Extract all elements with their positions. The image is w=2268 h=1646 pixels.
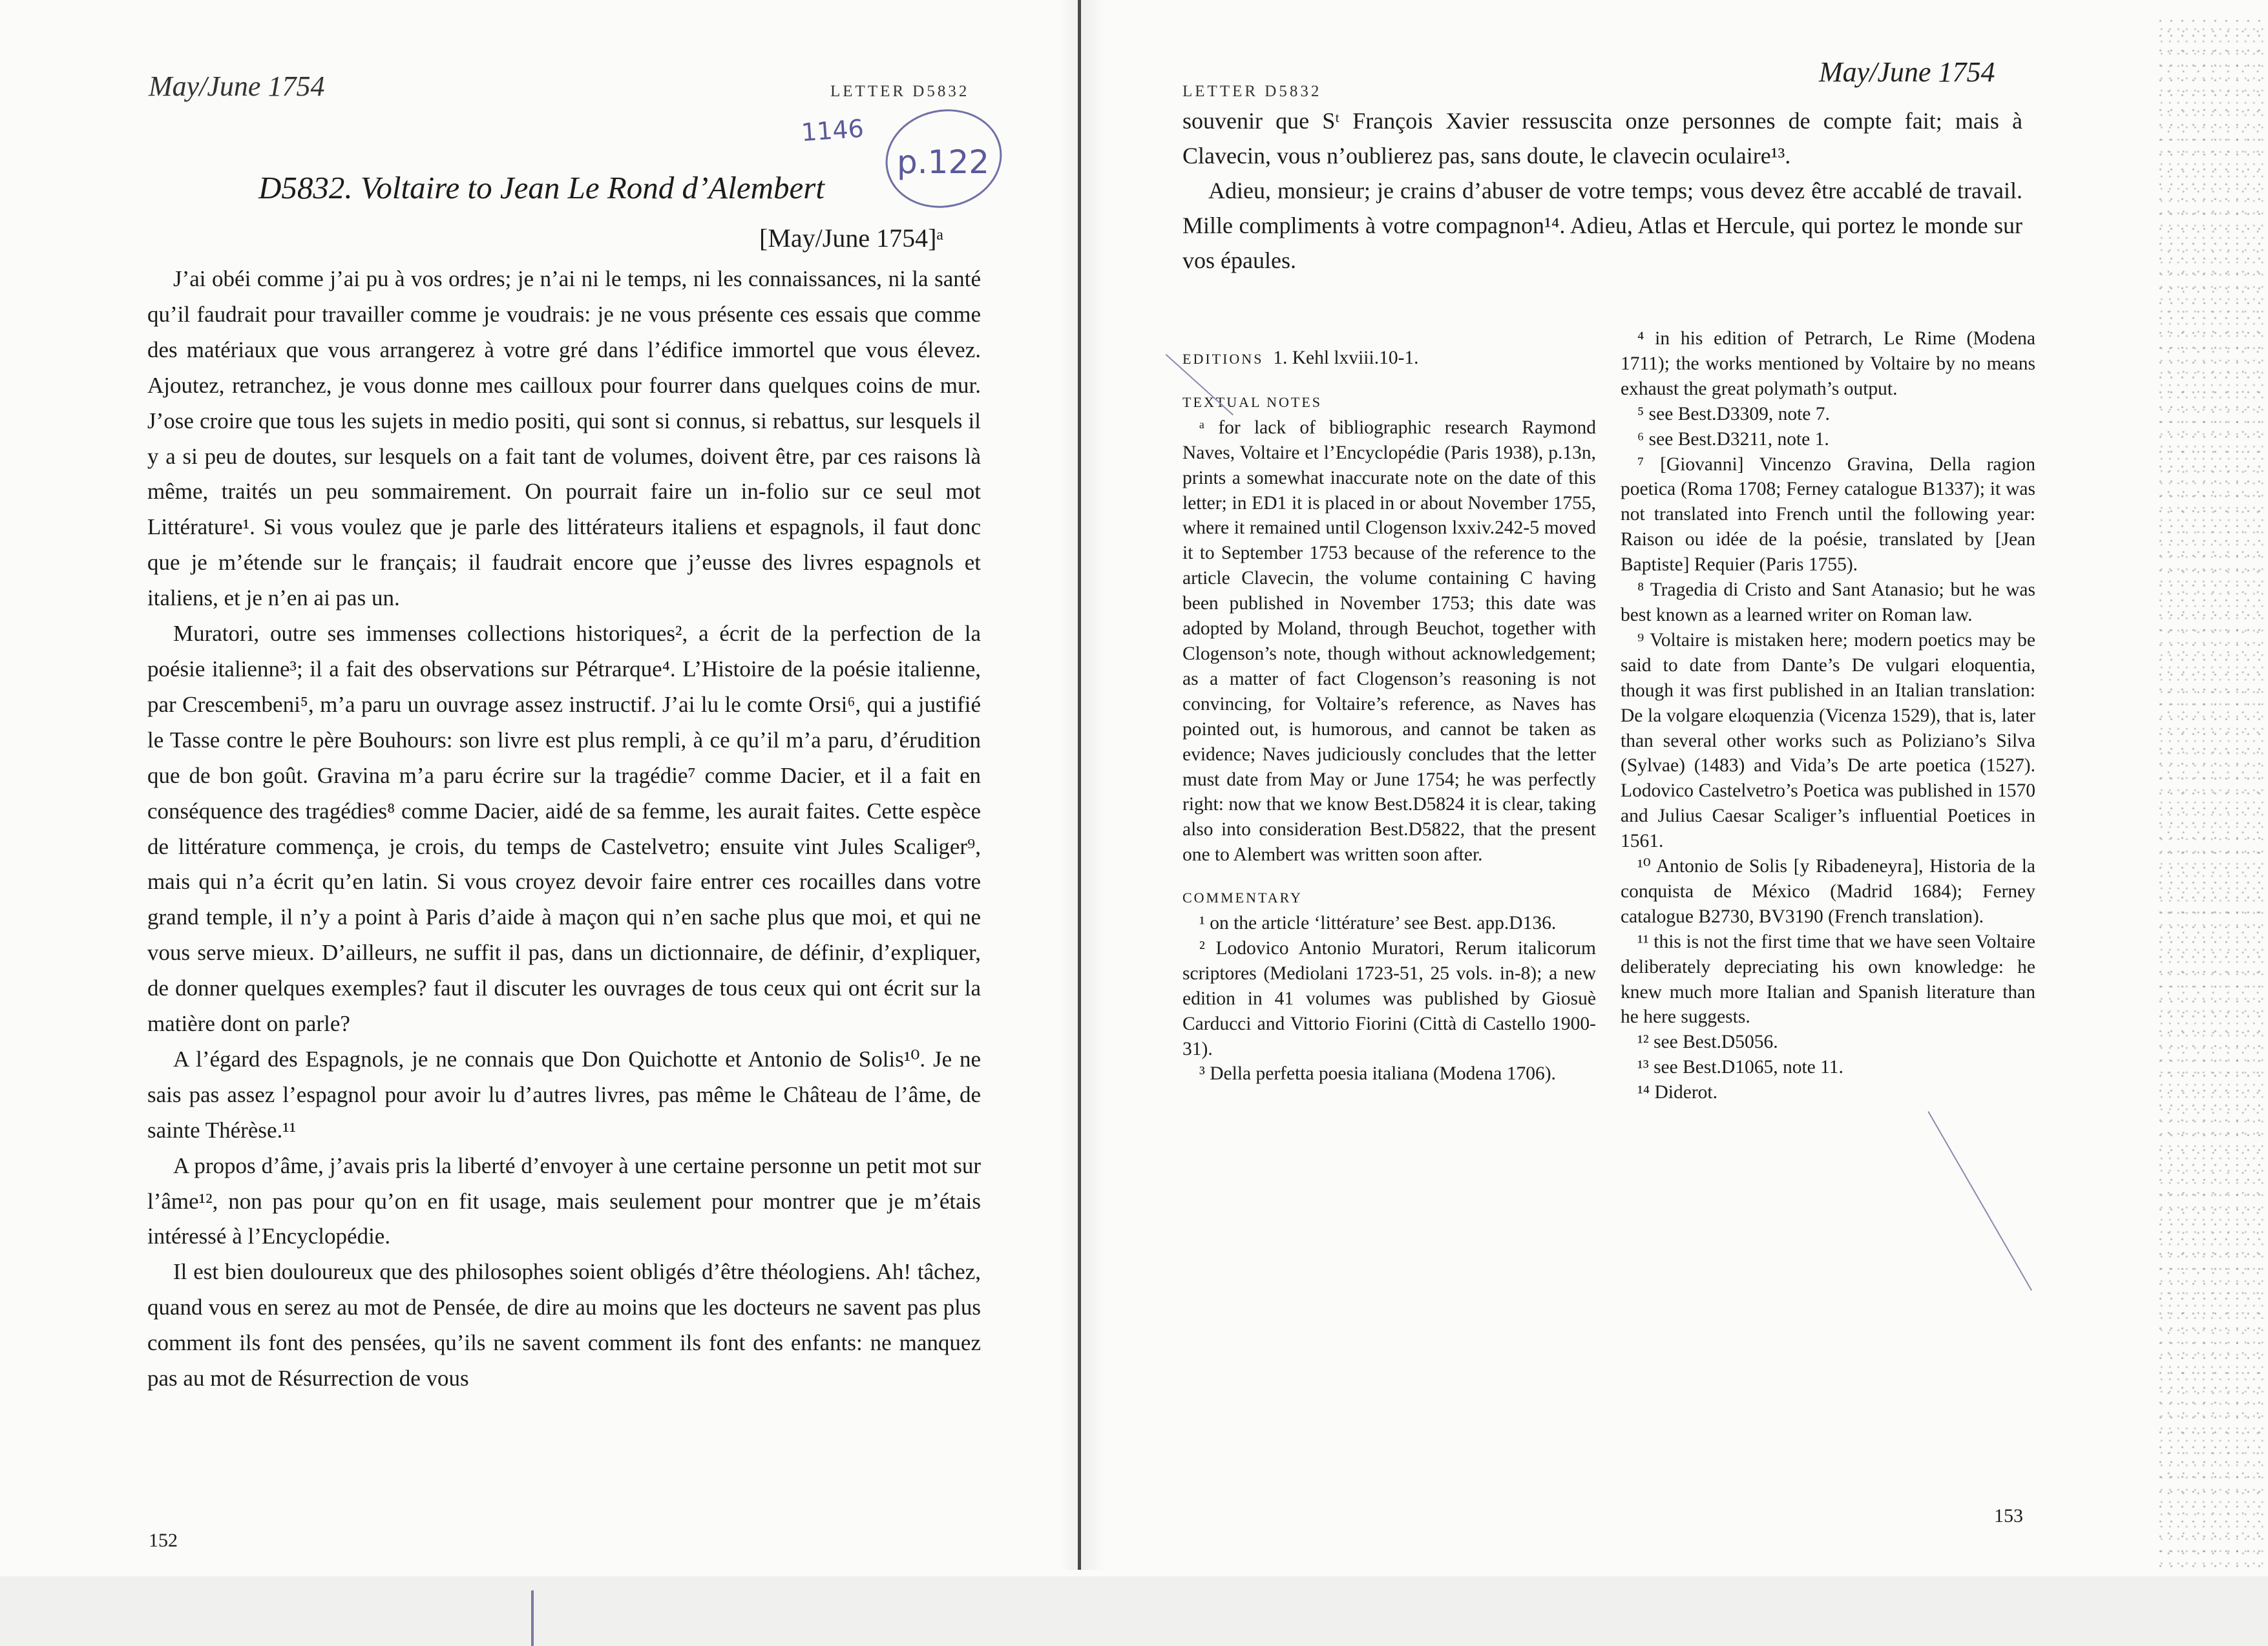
letter-date: [May/June 1754]ᵃ bbox=[759, 224, 944, 253]
commentary-note: ¹¹ this is not the first time that we have seen Voltaire deliberately depreciating his own knowledge: he knew much more Italian and Spanish literature than he here suggests. bbox=[1621, 931, 2035, 1028]
running-head-date: May/June 1754 bbox=[149, 70, 325, 102]
scanner-bed bbox=[0, 1576, 2268, 1646]
letter-title: D5832. Voltaire to Jean Le Rond d’Alembert bbox=[258, 170, 824, 205]
running-head-letter-number: LETTER D5832 bbox=[1182, 83, 1322, 100]
letter-paragraph: Il est bien douloureux que des philosophes soient obligés d’être théologiens. Ah! tâchez, quand vous en serez au mot de Pensée, de dire au moins que les docteurs ne savent pas plus comment ils font des pensées, qu’ils ne savent comment ils font des enfants: ne manquez pas au mot de Résurrection de vous bbox=[147, 1259, 981, 1391]
commentary-note: ⁴ in his edition of Petrarch, Le Rime (Modena 1711); the works mentioned by Voltaire by no means exhaust the great polymath’s output. bbox=[1621, 328, 2035, 399]
commentary-note: ¹ on the article ‘littérature’ see Best. app.D136. bbox=[1199, 913, 1557, 934]
book-spine bbox=[1078, 0, 1081, 1570]
commentary-note: ¹⁴ Diderot. bbox=[1637, 1082, 1717, 1103]
handwritten-page-ref: p.122 bbox=[897, 143, 990, 181]
commentary-note: ⁶ see Best.D3211, note 1. bbox=[1637, 428, 1829, 450]
letter-paragraph: Adieu, monsieur; je crains d’abuser de votre temps; vous devez être accablé de travail. Mille compliments à votre compagnon¹⁴. Adieu, Atlas et Hercule, qui portez le monde sur vos épaules. bbox=[1182, 178, 2022, 273]
editions-text: 1. Kehl lxviii.10-1. bbox=[1273, 348, 1419, 368]
notes-column-right bbox=[1621, 326, 2035, 1105]
commentary-note: ¹³ see Best.D1065, note 11. bbox=[1637, 1057, 1843, 1078]
commentary-note: ⁸ Tragedia di Cristo and Sant Atanasio; but he was best known as a learned writer on Roman law. bbox=[1621, 579, 2035, 625]
commentary-note: ¹² see Best.D5056. bbox=[1637, 1032, 1778, 1053]
letter-body bbox=[147, 262, 981, 1397]
letter-paragraph: A l’égard des Espagnols, je ne connais que Don Quichotte et Antonio de Solis¹⁰. Je ne sais pas assez l’espagnol pour avoir lu d’autres livres, pas même le Château de l’âme, de sainte Thérèse.¹¹ bbox=[147, 1046, 981, 1143]
scan-edge-noise bbox=[2158, 19, 2268, 1570]
commentary-note: ⁹ Voltaire is mistaken here; modern poetics may be said to date from Dante’s De vulgari eloquentia, though it was first published in an Italian translation: De la volgare elωquenzia (Vicenza 1529), that is, later than several other works such as Poliziano’s Silva (Sylvae) (1483) and Vida’s De arte poetica (1527). Lodovico Castelvetro’s Poetica was published in 1570 and Julius Caesar Scaliger’s influential Poetices in 1561. bbox=[1621, 629, 2035, 852]
spacer bbox=[1182, 372, 1596, 390]
commentary-note: ³ Della perfetta poesia italiana (Modena 1706). bbox=[1199, 1063, 1556, 1085]
handwritten-number: 1146 bbox=[800, 114, 865, 147]
left-page bbox=[0, 0, 1073, 1570]
editions-heading: EDITIONS bbox=[1182, 351, 1264, 367]
commentary-note: ¹⁰ Antonio de Solis [y Ribadeneyra], Historia de la conquista de México (Madrid 1684); Ferney catalogue B2730, BV3190 (French translation). bbox=[1621, 856, 2035, 927]
commentary-note: ⁷ [Giovanni] Vincenzo Gravina, Della ragion poetica (Roma 1708; Ferney catalogue B1337); it was not translated into French until the following year: Raison ou idée de la poésie, translated by [Jean Baptiste] Requier (Paris 1755). bbox=[1621, 453, 2035, 576]
running-head-letter-number: LETTER D5832 bbox=[830, 83, 970, 100]
scanner-mark bbox=[531, 1590, 534, 1646]
letter-paragraph: A propos d’âme, j’avais pris la liberté d’envoyer à une certaine personne un petit mot sur l’âme¹², non pas pour qu’on en fit usage, mais seulement pour montrer que je m’étais intéressé à l’Encyclopédie. bbox=[147, 1152, 981, 1249]
textual-note: ᵃ for lack of bibliographic research Raymond Naves, Voltaire et l’Encyclopédie (Paris 1938), p.13n, prints a somewhat inaccurate note on the date of this letter; in ED1 it is placed in or about November 1755, where it remained until Clogenson lxxiv.242-5 moved it to September 1753 because of the reference to the article Clavecin, the volume containing C having been published in November 1753; this date was adopted by Moland, through Beuchot, together with Clogenson’s note, though without acknowledgement; as a matter of fact Clogenson’s reasoning is not convincing, for Voltaire’s reference, as Naves has pointed out, is humorous, and cannot be taken as evidence; Naves judiciously concludes that the letter must date from May or June 1754; he was perfectly right: now that we know Best.D5824 it is clear, taking also into consideration Best.D5822, that the present one to Alembert was written soon after. bbox=[1182, 417, 1596, 866]
spacer bbox=[1182, 868, 1596, 886]
page-number: 152 bbox=[149, 1530, 178, 1551]
letter-paragraph: J’ai obéi comme j’ai pu à vos ordres; je n’ai ni le temps, ni les connaissances, ni la santé qu’il faudrait pour travailler comme je voudrais: je ne vous présente ces essais que comme des matériaux que vous arrangerez à votre gré dans l’édifice immortel que vous élevez. Ajoutez, retranchez, je vous donne mes cailloux pour fourrer dans quelques coins de mur. J’ose croire que tous les sujets in medio positi, qui sont si connus, si rebattus, sur lesquels il y a si peu de doutes, sur lesquels on a fait tant de volumes, doivent être, par ces raisons là même, traités un peu sommairement. On pourrait faire un in-folio sur ce seul mot Littérature¹. Si vous voulez que je parle des littérateurs italiens et espagnols, il faut donc que je m’étende sur le français; il faudrait encore que j’eusse des livres espagnols et italiens, et je n’en ai pas un. bbox=[147, 266, 981, 611]
commentary-note: ² Lodovico Antonio Muratori, Rerum italicorum scriptores (Mediolani 1723-51, 25 vols. in-8); a new edition in 41 volumes was published by Giosuè Carducci and Vittorio Fiorini (Città di Castello 1900-31). bbox=[1182, 937, 1596, 1059]
pencil-strike-mark bbox=[1927, 1111, 2032, 1291]
right-page bbox=[1092, 0, 2158, 1570]
page-number: 153 bbox=[1994, 1505, 2023, 1526]
commentary-note: ⁵ see Best.D3309, note 7. bbox=[1637, 403, 1830, 424]
notes-column-left bbox=[1182, 346, 1596, 1087]
letter-body-continued bbox=[1182, 103, 2022, 278]
editions-line bbox=[1182, 346, 1596, 372]
running-head-date: May/June 1754 bbox=[1819, 56, 1995, 88]
textual-notes-heading: TEXTUAL NOTES bbox=[1182, 393, 1322, 410]
letter-paragraph: souvenir que Sᵗ François Xavier ressuscita onze personnes de compte fait; mais à Clavecin, vous n’oublierez pas, sans doute, le clavecin oculaire¹³. bbox=[1182, 108, 2022, 169]
letter-paragraph: Muratori, outre ses immenses collections historiques², a écrit de la perfection de la poésie italienne³; il a fait des observations sur Pétrarque⁴. L’Histoire de la poésie italienne, par Crescembeni⁵, m’a paru un ouvrage assez instructif. J’ai lu le comte Orsi⁶, qui a justifié le Tasse contre le père Bouhours: son livre est plus rempli, à ce qu’il m’a paru, d’érudition que de bon goût. Gravina m’a paru écrire sur la tragédie⁷ comme Dacier, et il a fait en conséquence des tragédies⁸ comme Dacier, aidé de sa femme, les aurait faites. Cette espèce de littérature commença, je crois, du temps de Castelvetro; ensuite vint Jules Scaliger⁹, mais qui n’a écrit qu’en latin. Si vous croyez devoir faire entrer ces rocailles dans votre grand temple, il n’y a point à Paris d’aide à maçon qui n’en sache plus que moi, et qui ne vous serve mieux. D’ailleurs, ne suffit il pas, dans un dictionnaire, de définir, d’expliquer, de donner quelques exemples? faut il discuter les ouvrages de tous ceux qui ont écrit sur la matière dont on parle? bbox=[147, 621, 981, 1037]
commentary-heading: COMMENTARY bbox=[1182, 890, 1303, 906]
